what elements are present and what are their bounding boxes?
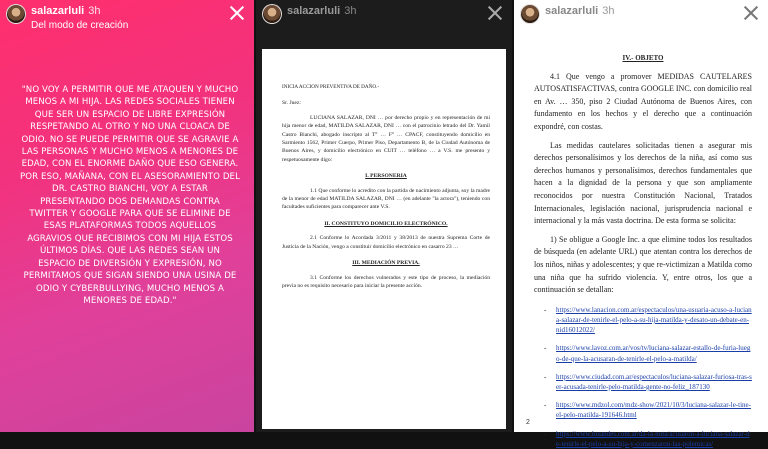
list-item: [534, 343, 752, 363]
legal-document-image: [262, 49, 506, 429]
document-paragraph: 2.1 Conforme lo Acordada 3/2011 y 38/2013 de nuestra Suprema Corte de Justicia de la Nación, vengo a constituir domicilio electrónico en casarro 23 …: [282, 235, 490, 250]
close-icon[interactable]: [486, 4, 504, 22]
list-item: [534, 429, 752, 449]
legal-document-image: [534, 44, 752, 449]
story-username[interactable]: [31, 5, 100, 17]
url-list: [534, 305, 752, 449]
page-number: 2: [526, 419, 530, 426]
story-username[interactable]: [287, 5, 356, 17]
story-panel-document-page2: [514, 0, 768, 448]
section-heading: IV.- OBJETO: [622, 54, 664, 62]
close-icon[interactable]: [742, 4, 760, 22]
story-header: [514, 0, 768, 40]
url-link[interactable]: https://www.lanacion.com.ar/espectaculos/una-usuaria-acuso-a-luciana-salazar-de-tenirle-el-pelo-a-su-hija-matilda-y-desato-un-debate-en-nid16012022/: [556, 305, 752, 335]
document-paragraph: 1.1 Que conforme lo acredito con la partida de nacimiento adjunta, soy la madre de la menor de edad MATILDA SALAZAR, DNI … (en adelante "la actora"), teniendo con facultades suficientes para comparecer ante V.S.: [282, 187, 490, 211]
document-paragraph: 4.1 Que vengo a promover MEDIDAS CAUTELARES AUTOSATISFACTIVAS, contra GOOGLE INC. con domicilio real en Av. … 350, piso 2 Ciudad Autónoma de Buenos Aires, con fundamento en los hechos y el derecho que a continuación expondré, con costas.: [534, 71, 752, 131]
salutation: Sr. Juez:: [282, 100, 301, 107]
story-time: 3h: [88, 5, 101, 17]
story-username[interactable]: [545, 5, 614, 17]
section-heading: III. MEDIACIÓN PREVIA.: [352, 260, 420, 267]
story-header: [0, 0, 254, 40]
story-panel-document-page1: [256, 0, 512, 432]
username-text: salazarluli: [287, 5, 341, 17]
avatar[interactable]: [520, 4, 540, 24]
story-time: 3h: [602, 5, 615, 17]
list-item: [534, 400, 752, 420]
document-paragraph: LUCIANA SALAZAR, DNI … por derecho propio y en representación de mi hija menor de edad, MATILDA SALAZAR, DNI … con el patrocinio letrado del Dr. Yamil Castro Bianchi, abogado inscripto al T° … F° … CPACF, constituyendo domicilio en Sarmiento 1562, Primer Cuerpo, Primer Piso, Departamento B, de la Ciudad Autónoma de Buenos Aires, y domicilio electrónico en CUIT … teléfono … a V.S. me presento y respetuosamente digo:: [282, 114, 490, 163]
section-heading: II. CONSTITUYO DOMICILIO ELECTRÓNICO.: [324, 220, 448, 227]
document-paragraph: Las medidas cautelares solicitadas tienen a asegurar mis derechos personalísimos y los derechos de la niña, así como sus derechos humanos y personalísimos, derechos fundamentales que hacen a la dignidad de la persona y que son ampliamente reconocidos por nuestra Constitución Nacional, Tratados Internacionales, legislación nacional, jurisprudencia nacional e internacional y la más vasta doctrina. De esta forma se solicita:: [534, 140, 752, 226]
url-link[interactable]: https://www.losandes.com.ar/da-la-nota/acusaron-a-luciana-salazar-de-tenirle-el-pelo-a-su-hija-y-comenzaron-las-polemicas/: [556, 429, 750, 448]
list-item: [534, 305, 752, 336]
list-item: [534, 372, 752, 392]
document-paragraph: 3.1 Conforme los derechos vulnerados y este tipo de proceso, la mediación previa no es requisito necesario para iniciar la presente acción.: [282, 274, 490, 289]
username-text: salazarluli: [545, 5, 599, 17]
url-link[interactable]: https://www.ciudad.com.ar/espectaculos/luciana-salazar-furiosa-tras-ser-acusada-tenirle-pelo-matilda-gente-no-feliz_187130: [556, 372, 752, 391]
username-text: salazarluli: [31, 5, 85, 17]
avatar[interactable]: [262, 4, 282, 24]
story-panel-statement: [0, 0, 254, 432]
avatar[interactable]: [6, 4, 26, 24]
statement-quote: "NO VOY A PERMITIR QUE ME ATAQUEN Y MUCHO MENOS A MI HIJA. LAS REDES SOCIALES TIENEN QUE SER UN ESPACIO DE LIBRE EXPRESIÓN RESPETANDO AL OTRO Y NO UNA CLOACA DE ODIO. NO SE PUEDE PERMITIR QUE SE AGRAVIE A LAS PERSONAS Y MUCHO MENOS A MENORES DE EDAD, CON EL ENORME DAÑO QUE ESO GENERA. POR ESO, MAÑANA, CON EL ASESORAMIENTO DEL DR. CASTRO BIANCHI, VOY A ESTAR PRESENTANDO DOS DEMANDAS CONTRA TWITTER Y GOOGLE PARA QUE SE ELIMINE DE ESAS PLATAFORMAS TODOS AQUELLOS AGRAVIOS QUE RECIBIMOS CON MI HIJA ESTOS ÚLTIMOS DÍAS. QUE LAS REDES SEAN UN ESPACIO DE DIVERSIÓN Y EXPRESIÓN, NO PERMITAMOS QUE SIGAN SIENDO UNA USINA DE ODIO Y CYBERBULLYING, MUCHO MENOS A MENORES DE EDAD.": [20, 85, 240, 306]
story-time: 3h: [344, 5, 357, 17]
close-icon[interactable]: [228, 4, 246, 22]
document-paragraph: 1) Se obligue a Google Inc. a que elimine todos los resultados de búsqueda (en adelante URL) que atentan contra los derechos de los niños, niñas y adolescentes; y que re-victimizan a Matilda como una niña que ha sufrido violencia. Y, entre otros, los que a continuación se detallan:: [534, 234, 752, 295]
story-header: [256, 0, 512, 40]
story-subtitle: Del modo de creación: [31, 20, 129, 31]
url-link[interactable]: https://www.lavoz.com.ar/vos/tv/luciana-salazar-estallo-de-furia-luego-de-que-la-acusaran-de-tenirle-el-pelo-a-matilda/: [556, 344, 751, 363]
section-heading: I. PERSONERIA: [365, 173, 407, 180]
document-heading: INICIA ACCION PREVENTIVA DE DAÑO.-: [282, 84, 380, 90]
url-link[interactable]: https://www.mdzol.com/mdz-show/2021/10/3/luciana-salazar-le-tine-el-pelo-matilda-191646.html: [556, 401, 751, 420]
